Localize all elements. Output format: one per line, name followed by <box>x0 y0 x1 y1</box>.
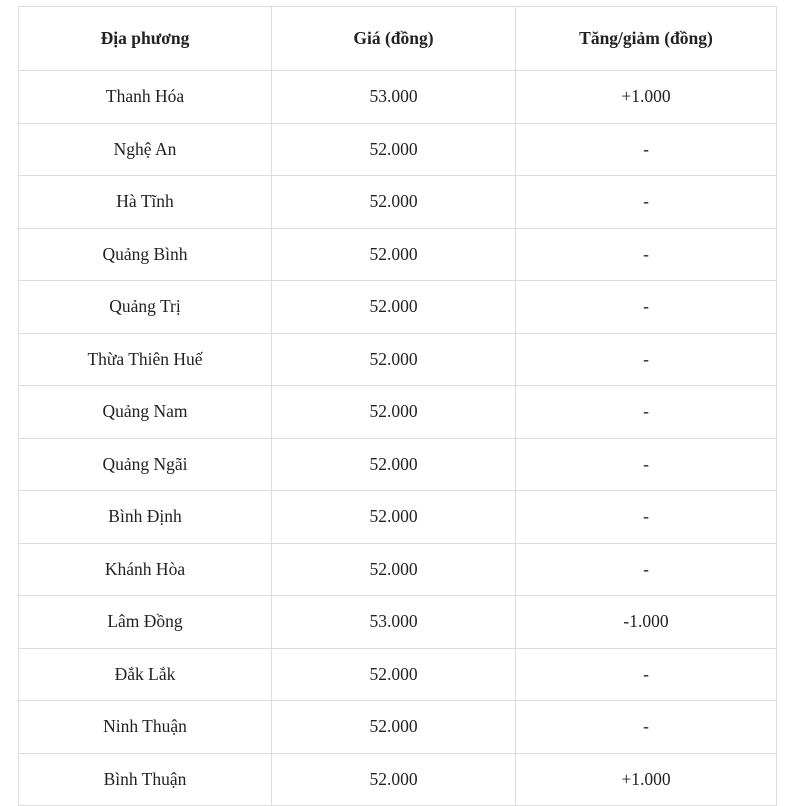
table-row <box>19 281 777 334</box>
cell-province: Quảng Ngãi <box>19 438 272 491</box>
cell-province: Bình Định <box>19 491 272 544</box>
column-header-change: Tăng/giảm (đồng) <box>516 7 777 71</box>
cell-province: Thanh Hóa <box>19 71 272 124</box>
cell-province: Ninh Thuận <box>19 701 272 754</box>
table-row <box>19 228 777 281</box>
cell-change: - <box>516 648 777 701</box>
cell-change: - <box>516 701 777 754</box>
table-row <box>19 491 777 544</box>
cell-province: Khánh Hòa <box>19 543 272 596</box>
cell-change: - <box>516 543 777 596</box>
table-header <box>19 7 777 71</box>
cell-change: - <box>516 333 777 386</box>
table-row <box>19 123 777 176</box>
table-body <box>19 71 777 806</box>
table-row <box>19 753 777 806</box>
table-row <box>19 543 777 596</box>
table-row <box>19 176 777 229</box>
table-header-row <box>19 7 777 71</box>
regional-price-table <box>18 6 777 806</box>
cell-price: 53.000 <box>272 596 516 649</box>
cell-price: 52.000 <box>272 176 516 229</box>
cell-change: - <box>516 491 777 544</box>
cell-price: 52.000 <box>272 648 516 701</box>
cell-change: - <box>516 438 777 491</box>
cell-price: 52.000 <box>272 543 516 596</box>
cell-province: Quảng Trị <box>19 281 272 334</box>
table-row <box>19 648 777 701</box>
cell-province: Thừa Thiên Huế <box>19 333 272 386</box>
cell-price: 52.000 <box>272 386 516 439</box>
cell-change: +1.000 <box>516 71 777 124</box>
price-table-container <box>0 6 790 806</box>
cell-price: 52.000 <box>272 123 516 176</box>
cell-price: 52.000 <box>272 438 516 491</box>
table-row <box>19 438 777 491</box>
cell-price: 52.000 <box>272 701 516 754</box>
cell-province: Nghệ An <box>19 123 272 176</box>
column-header-price: Giá (đồng) <box>272 7 516 71</box>
table-row <box>19 596 777 649</box>
table-row <box>19 71 777 124</box>
cell-province: Hà Tĩnh <box>19 176 272 229</box>
table-row <box>19 701 777 754</box>
cell-province: Lâm Đồng <box>19 596 272 649</box>
cell-price: 53.000 <box>272 71 516 124</box>
cell-province: Đắk Lắk <box>19 648 272 701</box>
table-row <box>19 386 777 439</box>
table-row <box>19 333 777 386</box>
cell-change: +1.000 <box>516 753 777 806</box>
cell-change: -1.000 <box>516 596 777 649</box>
cell-change: - <box>516 123 777 176</box>
cell-price: 52.000 <box>272 753 516 806</box>
cell-price: 52.000 <box>272 333 516 386</box>
cell-change: - <box>516 281 777 334</box>
cell-change: - <box>516 386 777 439</box>
cell-price: 52.000 <box>272 491 516 544</box>
cell-price: 52.000 <box>272 228 516 281</box>
cell-province: Bình Thuận <box>19 753 272 806</box>
cell-change: - <box>516 176 777 229</box>
cell-change: - <box>516 228 777 281</box>
cell-province: Quảng Bình <box>19 228 272 281</box>
column-header-province: Địa phương <box>19 7 272 71</box>
cell-province: Quảng Nam <box>19 386 272 439</box>
cell-price: 52.000 <box>272 281 516 334</box>
